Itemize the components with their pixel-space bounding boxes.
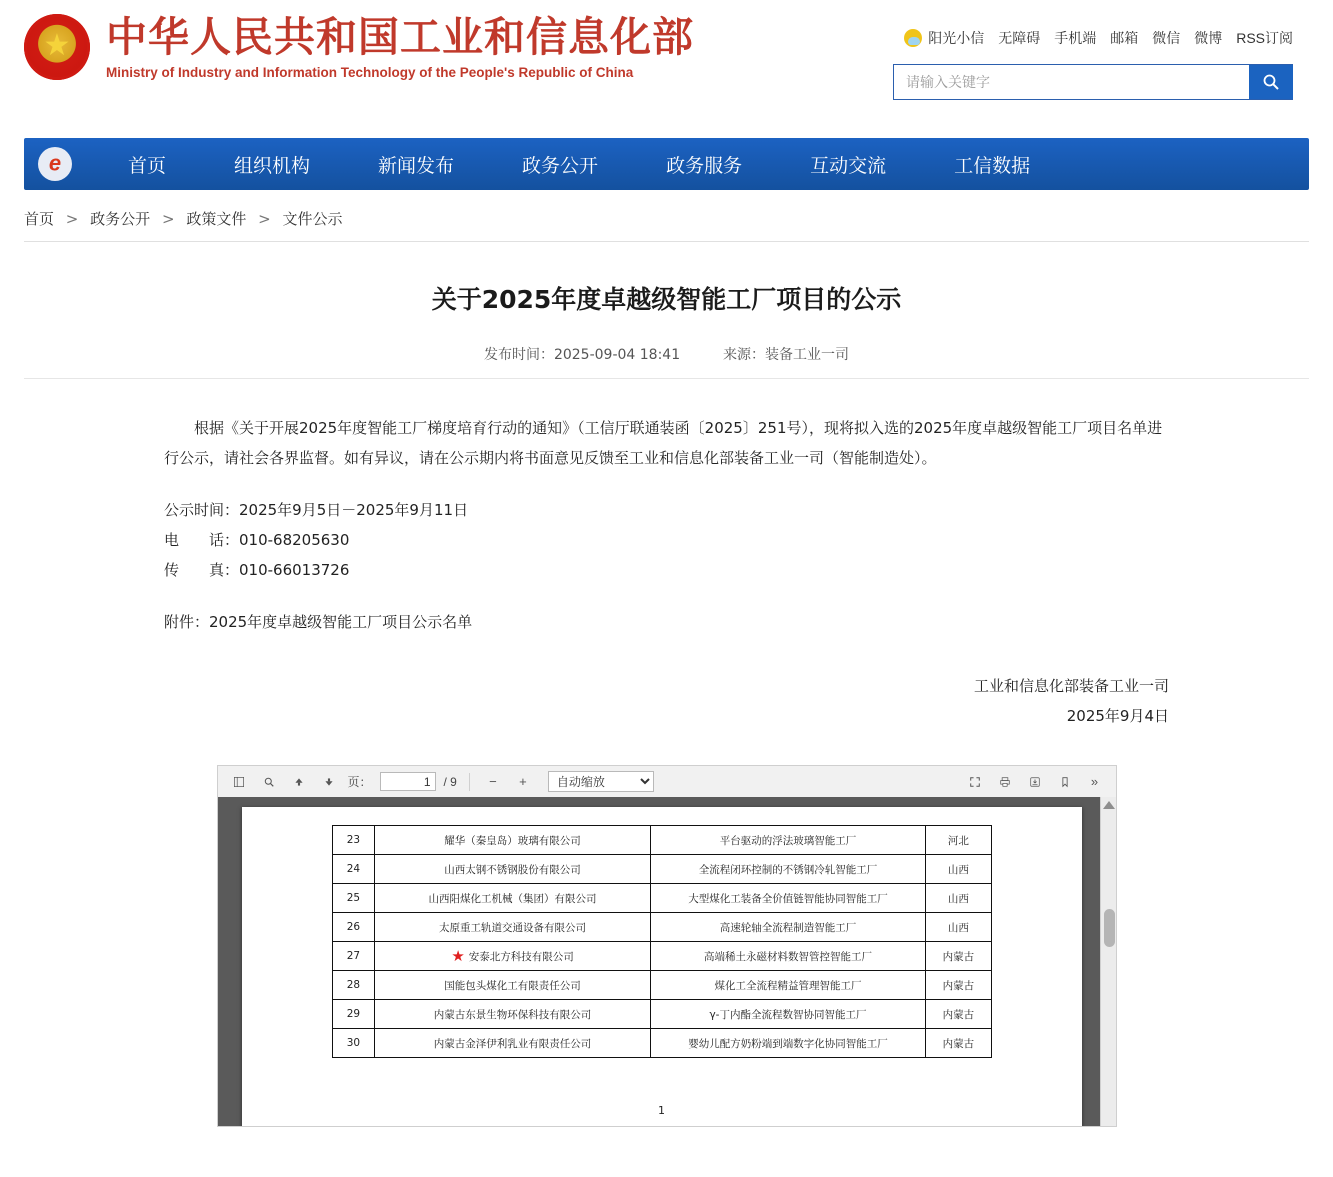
bookmark-icon[interactable]: [1054, 771, 1076, 793]
cell-province: 内蒙古: [926, 1029, 991, 1058]
article: [0, 280, 1333, 731]
cell-company: 国能包头煤化工有限责任公司: [375, 971, 650, 1000]
pdf-page-total: / 9: [443, 774, 457, 789]
source-value: 装备工业一司: [765, 347, 850, 363]
pdf-page-footer-number: 1: [658, 1104, 665, 1117]
breadcrumb-item-policy-docs[interactable]: 政策文件: [186, 210, 247, 228]
star-icon: ★: [451, 947, 465, 965]
cell-province: 内蒙古: [926, 942, 991, 971]
printer-icon[interactable]: [994, 771, 1016, 793]
sidebar-toggle-icon[interactable]: [228, 771, 250, 793]
signature-organization: 工业和信息化部装备工业一司: [973, 677, 1169, 695]
cell-no: 28: [332, 971, 375, 1000]
pdf-canvas-area[interactable]: [217, 797, 1117, 1127]
cell-province: 山西: [926, 884, 991, 913]
site-title-en: Ministry of Industry and Information Technology of the People's Republic of China: [106, 64, 634, 80]
source-label: 来源：: [723, 347, 766, 363]
scroll-up-arrow-icon[interactable]: [1103, 801, 1115, 809]
arrow-up-icon[interactable]: [288, 771, 310, 793]
cell-no: 23: [332, 826, 375, 855]
cell-company: 山西阳煤化工机械（集团）有限公司: [375, 884, 650, 913]
top-link-mobile[interactable]: 手机端: [1054, 30, 1097, 46]
presentation-mode-icon[interactable]: [964, 771, 986, 793]
table-row: [332, 884, 991, 913]
cell-province: 内蒙古: [926, 1000, 991, 1029]
top-links: [904, 28, 1293, 48]
cell-project: 煤化工全流程精益管理智能工厂: [650, 971, 925, 1000]
article-attachment[interactable]: 附件：2025年度卓越级智能工厂项目公示名单: [164, 613, 473, 631]
cell-company-label: 安泰北方科技有限公司: [468, 951, 574, 963]
cell-company: 内蒙古金泽伊利乳业有限责任公司: [375, 1029, 650, 1058]
search-button[interactable]: [1249, 65, 1293, 99]
cell-province: 山西: [926, 855, 991, 884]
article-telephone: 电 话：010-68205630: [164, 531, 350, 549]
cell-no: 26: [332, 913, 375, 942]
pdf-scrollbar[interactable]: [1100, 797, 1116, 1126]
pdf-page: [242, 807, 1082, 1127]
search-bar[interactable]: [893, 64, 1293, 100]
top-link-wechat[interactable]: 微信: [1152, 30, 1181, 46]
nav-item-organization[interactable]: 组织机构: [234, 154, 311, 177]
pdf-zoom-select[interactable]: [548, 771, 654, 792]
cell-no: 25: [332, 884, 375, 913]
cell-province: 内蒙古: [926, 971, 991, 1000]
table-row: [332, 913, 991, 942]
breadcrumb: [24, 208, 1309, 242]
table-row: [332, 971, 991, 1000]
nav-item-news[interactable]: 新闻发布: [378, 154, 455, 177]
signature-date: 2025年9月4日: [1066, 707, 1169, 725]
breadcrumb-item-doc-notice[interactable]: 文件公示: [282, 210, 343, 228]
publish-time-value: 2025-09-04 18:41: [553, 347, 681, 363]
page-title: 关于2025年度卓越级智能工厂项目的公示: [431, 285, 902, 314]
arrow-down-icon[interactable]: [318, 771, 340, 793]
cell-project: 全流程闭环控制的不锈钢冷轧智能工厂: [650, 855, 925, 884]
pdf-page-input[interactable]: [380, 772, 436, 791]
table-row: [332, 1029, 991, 1058]
pdf-page-label: 页：: [347, 775, 372, 789]
table-row-highlighted: [332, 942, 991, 971]
breadcrumb-separator: >: [161, 210, 175, 228]
article-meta: [24, 344, 1309, 379]
plus-icon[interactable]: +: [512, 771, 534, 793]
cell-province: 山西: [926, 913, 991, 942]
article-paragraph-1: 根据《关于开展2025年度智能工厂梯度培育行动的通知》（工信厅联通装函〔2025〕251号），现将拟入选的2025年度卓越级智能工厂项目名单进行公示，请社会各界监督。如有异议，请在公示期内将书面意见反馈至工业和信息化部装备工业一司（智能制造处）。: [164, 419, 1163, 467]
cell-project: 平台驱动的浮法玻璃智能工厂: [650, 826, 925, 855]
nav-item-home[interactable]: 首页: [128, 154, 167, 177]
nav-item-affairs-open[interactable]: 政务公开: [522, 154, 599, 177]
publish-time-label: 发布时间：: [483, 347, 554, 363]
cell-company: 耀华（秦皇岛）玻璃有限公司: [375, 826, 650, 855]
search-input[interactable]: [894, 65, 1249, 99]
article-fax: 传 真：010-66013726: [164, 561, 350, 579]
cell-company: 山西太钢不锈钢股份有限公司: [375, 855, 650, 884]
cell-no: 30: [332, 1029, 375, 1058]
table-row: [332, 855, 991, 884]
site-brand[interactable]: [24, 14, 694, 80]
top-link-weibo[interactable]: 微博: [1194, 30, 1223, 46]
breadcrumb-separator: >: [65, 210, 79, 228]
breadcrumb-item-home[interactable]: 首页: [24, 210, 55, 228]
pdf-toolbar: [217, 765, 1117, 797]
table-row: [332, 826, 991, 855]
article-publicity-period: 公示时间：2025年9月5日－2025年9月11日: [164, 501, 469, 519]
nav-item-services[interactable]: 政务服务: [666, 154, 743, 177]
cell-project: 高端稀土永磁材料数智管控智能工厂: [650, 942, 925, 971]
miit-e-logo-icon: [38, 147, 72, 181]
cell-company: 太原重工轨道交通设备有限公司: [375, 913, 650, 942]
top-link-rss[interactable]: RSS订阅: [1236, 30, 1293, 46]
cell-no: 27: [332, 942, 375, 971]
download-icon[interactable]: [1024, 771, 1046, 793]
minus-icon[interactable]: −: [482, 771, 504, 793]
cell-project: 婴幼儿配方奶粉端到端数字化协同智能工厂: [650, 1029, 925, 1058]
cell-province: 河北: [926, 826, 991, 855]
site-title-cn: 中华人民共和国工业和信息化部: [106, 13, 694, 62]
cell-project: γ-丁内酯全流程数智协同智能工厂: [650, 1000, 925, 1029]
top-link-accessibility[interactable]: 无障碍: [998, 30, 1041, 46]
main-nav: [24, 138, 1309, 190]
cell-project: 高速轮轴全流程制造智能工厂: [650, 913, 925, 942]
cell-company: 内蒙古东景生物环保科技有限公司: [375, 1000, 650, 1029]
pdf-viewer: [217, 765, 1117, 1127]
toolbar-divider: [469, 773, 470, 791]
top-link-sunshine[interactable]: 阳光小信: [928, 30, 985, 46]
scrollbar-thumb[interactable]: [1104, 909, 1115, 947]
top-link-mail[interactable]: 邮箱: [1110, 30, 1139, 46]
article-body: [164, 413, 1169, 731]
pdf-table: [332, 825, 992, 1058]
breadcrumb-item-affairs-open[interactable]: 政务公开: [90, 210, 151, 228]
breadcrumb-separator: >: [258, 210, 271, 228]
national-emblem-icon: [24, 14, 90, 80]
nav-item-interaction[interactable]: 互动交流: [810, 154, 887, 177]
nav-item-data[interactable]: 工信数据: [954, 154, 1031, 177]
site-header: [0, 0, 1333, 122]
sun-icon: [904, 29, 922, 47]
table-row: [332, 1000, 991, 1029]
cell-no: 29: [332, 1000, 375, 1029]
chevron-double-right-icon[interactable]: »: [1084, 771, 1106, 793]
cell-company: [375, 942, 650, 971]
cell-no: 24: [332, 855, 375, 884]
search-icon: [1262, 73, 1280, 91]
cell-project: 大型煤化工装备全价值链智能协同智能工厂: [650, 884, 925, 913]
search-icon[interactable]: [258, 771, 280, 793]
